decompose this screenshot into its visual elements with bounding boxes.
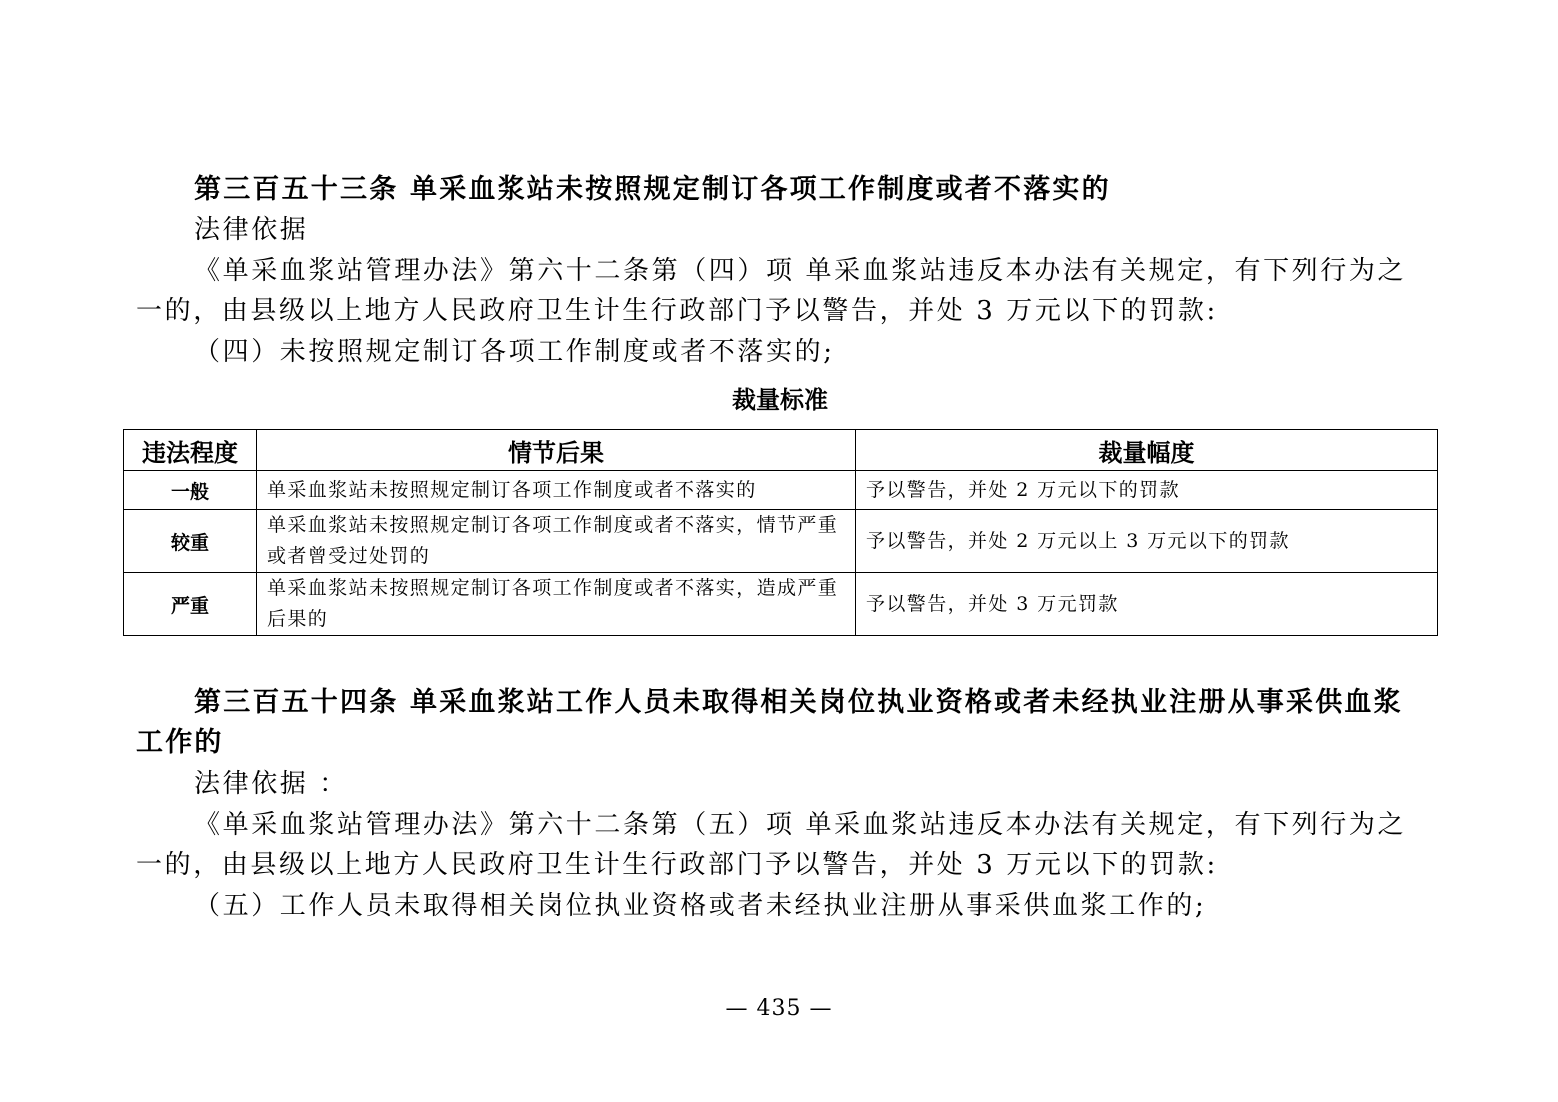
table-row: [124, 510, 1438, 573]
table-row: [124, 471, 1438, 510]
article-354-basis-label: 法律依据 ：: [194, 769, 348, 799]
article-353-item: （四）未按照规定制订各项工作制度或者不落实的;: [194, 337, 835, 367]
table-header-row: [124, 430, 1438, 471]
header-penalty-range: 裁量幅度: [856, 430, 1438, 471]
discretion-standards-table: [123, 429, 1438, 636]
article-354-title: 第三百五十四条 单采血浆站工作人员未取得相关岗位执业资格或者未经执业注册从事采供血浆工作的: [136, 687, 1403, 758]
violation-level-cell: 严重: [124, 573, 257, 636]
article-354-item: （五）工作人员未取得相关岗位执业资格或者未经执业注册从事采供血浆工作的;: [194, 891, 1207, 921]
circumstance-cell: 单采血浆站未按照规定制订各项工作制度或者不落实的: [257, 471, 856, 510]
page-number: — 435 —: [725, 996, 833, 1021]
article-353-title: 第三百五十三条 单采血浆站未按照规定制订各项工作制度或者不落实的: [194, 174, 1111, 205]
article-353-basis-label: 法律依据: [194, 215, 309, 245]
table-caption: 裁量标准: [732, 386, 828, 414]
article-353-basis-text: 《单采血浆站管理办法》第六十二条第（四）项 单采血浆站违反本办法有关规定，有下列行为之一的，由县级以上地方人民政府卫生计生行政部门予以警告，并处 3 万元以下的罚款:: [136, 256, 1407, 326]
violation-level-cell: 较重: [124, 510, 257, 573]
circumstance-cell: 单采血浆站未按照规定制订各项工作制度或者不落实，造成严重后果的: [257, 573, 856, 636]
article-354-basis-text: 《单采血浆站管理办法》第六十二条第（五）项 单采血浆站违反本办法有关规定，有下列行为之一的，由县级以上地方人民政府卫生计生行政部门予以警告，并处 3 万元以下的罚款:: [136, 810, 1407, 880]
penalty-cell: 予以警告，并处 3 万元罚款: [856, 573, 1438, 636]
table-row: [124, 573, 1438, 636]
circumstance-cell: 单采血浆站未按照规定制订各项工作制度或者不落实，情节严重或者曾受过处罚的: [257, 510, 856, 573]
penalty-cell: 予以警告，并处 2 万元以下的罚款: [856, 471, 1438, 510]
header-circumstances: 情节后果: [257, 430, 856, 471]
violation-level-cell: 一般: [124, 471, 257, 510]
header-violation-level: 违法程度: [124, 430, 257, 471]
penalty-cell: 予以警告，并处 2 万元以上 3 万元以下的罚款: [856, 510, 1438, 573]
